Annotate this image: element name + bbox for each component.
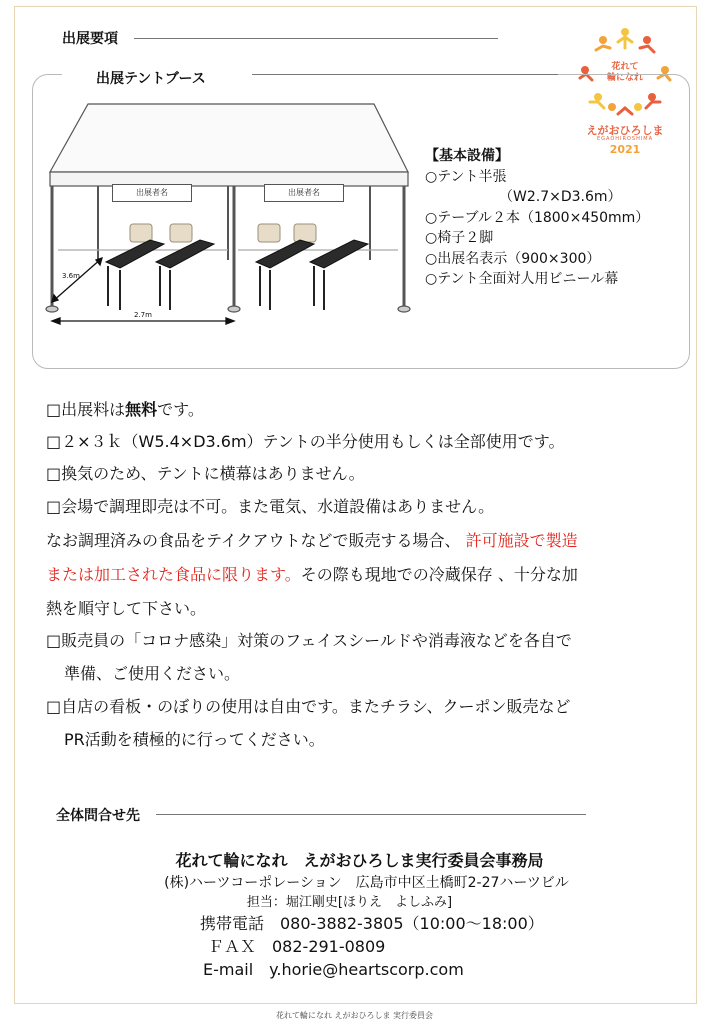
name-sign-right: 出展者名 [264,184,344,202]
contact-fax: ＦＡＸ 082-291-0809 [208,937,386,956]
equipment-item: ○テント全面対人用ビニール幕 [425,271,619,287]
equipment-list [425,146,649,290]
rule-food-pre: なお調理済みの食品をテイクアウトなどで販売する場合、 [46,531,461,550]
section-rule-booth [252,74,558,75]
rule-fee [46,397,204,420]
rule-food-line-2 [46,562,578,585]
logo-year: 2021 [609,143,641,156]
name-sign-left: 出展者名 [112,184,192,202]
equipment-item: ○椅子２脚 [425,230,494,246]
equipment-item: （W2.7×D3.6m） [499,189,622,205]
section-title-booth: 出展テントブース [96,71,206,87]
rule-signboard-line-1: □自店の看板・のぼりの使用は自由です。またチラシ、クーポン販売など [46,697,571,716]
equipment-title: 【基本設備】 [425,148,509,164]
rule-corona-line-1: □販売員の「コロナ感染」対策のフェイスシールドや消毒液などを各自で [46,631,572,650]
contact-mobile: 携帯電話 080-3882-3805（10:00～18:00） [200,914,544,933]
equipment-item: ○出展名表示（900×300） [425,250,601,267]
rule-food-red-1: 許可施設で製造 [465,531,578,550]
rule-food-line-3: 熱を順守して下さい。 [46,599,207,618]
rule-corona-line-2: 準備、ご使用ください。 [64,664,241,683]
section-title-exhibit: 出展要項 [62,31,118,47]
footer-text: 花れて輪になれ えがおひろしま 実行委員会 [275,1011,434,1020]
contact-org: 花れて輪になれ えがおひろしま実行委員会事務局 [175,851,544,870]
width-label: 2.7m [134,311,152,319]
depth-label: 3.6m [62,272,80,280]
rule-fee-free: 無料 [125,400,158,419]
rule-food-post: その際も現地での冷蔵保存 、十分な加 [300,565,578,584]
contact-company: (株)ハーツコーポレーション 広島市中区土橋町2-27ハーツビル [164,875,569,891]
logo-line-2: 輪になれ [606,73,643,83]
rule-signboard-line-2: PR活動を積極的に行ってください。 [64,730,325,749]
equipment-item: ○テーブル２本（1800×450mm） [425,209,650,226]
rule-tent-size: □２×３ｋ（W5.4×D3.6m）テントの半分使用もしくは全部使用です。 [46,432,565,451]
rule-food-line-1 [46,528,578,551]
section-rule-contact [156,814,586,815]
tent-diagram [38,100,418,330]
rule-cooking: □会場で調理即売は不可。また電気、水道設備はありません。 [46,497,495,516]
section-title-contact: 全体問合せ先 [56,808,140,824]
contact-email: E-mail y.horie@heartscorp.com [203,960,464,979]
section-rule-exhibit [134,38,498,39]
rule-ventilation: □換気のため、テントに横幕はありません。 [46,464,365,483]
logo-brand: えがおひろしま [586,124,664,137]
rule-food-red-2: または加工された食品に限ります。 [46,565,301,584]
rule-fee-pre: □出展料は [46,400,126,419]
contact-person: 担当：堀江剛史[ほりえ よしふみ] [246,895,453,910]
logo-roman: EGAOHIROSHIMA [596,136,654,142]
tent-illustration-icon [38,100,418,330]
rule-fee-post: です。 [157,400,204,419]
logo-line-1: 花れて [611,62,639,72]
equipment-item: ○テント半張 [425,168,507,185]
